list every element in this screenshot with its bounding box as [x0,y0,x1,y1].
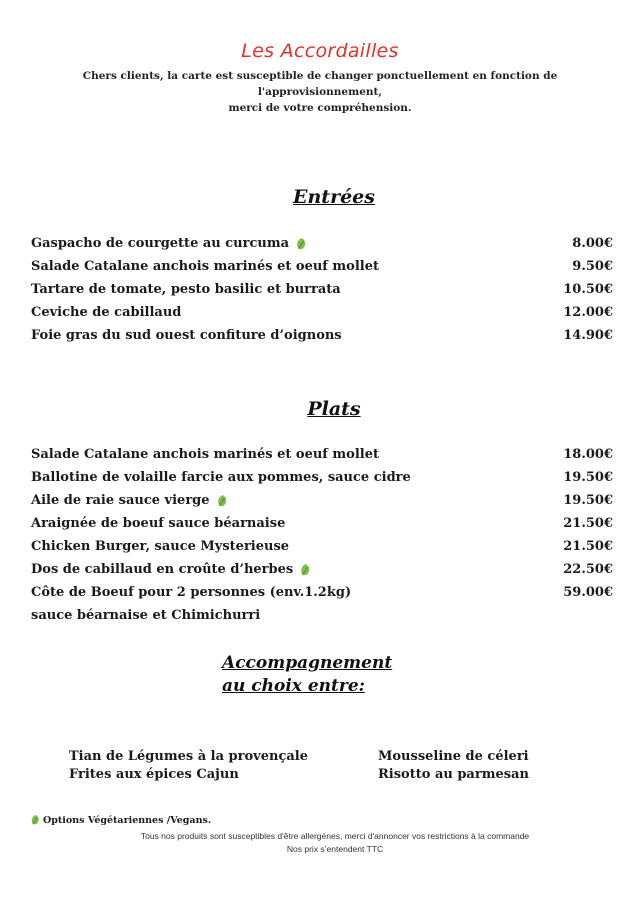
dish-name [31,447,379,462]
dish-price: 59.00€ [563,585,613,600]
leaf-icon [30,814,41,826]
menu-item [31,278,613,301]
dish-name [31,539,289,554]
entrees-list [31,232,613,347]
accompagnement-heading [222,652,442,698]
accompagnement-heading-line-1: Accompagnement [222,653,393,673]
dish-price: 21.50€ [563,539,613,554]
side-item: Risotto au parmesan [378,767,529,782]
vegetarian-legend [30,814,211,826]
menu-item [31,443,613,466]
supply-notice-line-1: Chers clients, la carte est susceptible de changer ponctuellement en fonction de l'approvisionnement, [82,70,558,98]
side-item: Tian de Légumes à la provençale [69,749,308,764]
menu-item [31,512,613,535]
dish-price: 8.00€ [572,236,613,251]
side-item: Mousseline de céleri [378,749,529,764]
sides-right-column [378,748,529,784]
plats-heading: Plats [307,398,361,420]
menu-item [31,232,613,255]
dish-name-text: Côte de Boeuf pour 2 personnes (env.1.2kg) [31,585,352,600]
leaf-icon [216,494,229,508]
dish-name [31,470,411,485]
dish-name-text: Salade Catalane anchois marinés et oeuf mollet [31,447,379,462]
dish-name-text: Salade Catalane anchois marinés et oeuf mollet [31,259,379,274]
vegetarian-legend-text: Options Végétariennes /Vegans. [43,814,212,826]
dish-name [31,585,351,600]
side-item: Frites aux épices Cajun [69,767,239,782]
dish-name-text: sauce béarnaise et Chimichurri [31,608,261,623]
menu-item [31,324,613,347]
dish-name-text: Ceviche de cabillaud [31,305,182,320]
dish-name [31,328,342,343]
dish-price: 19.50€ [563,493,613,508]
menu-item [31,466,613,489]
ttc-notice: Nos prix s’entendent TTC [286,844,384,854]
dish-name [31,493,229,508]
sides-left-column [69,748,308,784]
dish-name-text: Chicken Burger, sauce Mysterieuse [31,539,290,554]
accompagnement-heading-line-2: au choix entre: [222,676,365,696]
dish-name-text: Tartare de tomate, pesto basilic et burrata [31,282,341,297]
dish-name [31,305,181,320]
plats-list [31,443,613,627]
menu-item [31,489,613,512]
menu-item [31,535,613,558]
leaf-icon [295,237,308,251]
dish-name [31,259,379,274]
supply-notice-line-2: merci de votre compréhension. [228,102,412,114]
dish-name [31,282,341,297]
supply-notice [30,68,610,116]
footer [0,830,640,856]
menu-item [31,255,613,278]
leaf-icon [299,563,312,577]
allergen-notice: Tous nos produits sont susceptibles d'être allergènes, merci d'annoncer vos restrictions à la commande [140,831,530,841]
dish-name-text: Gaspacho de courgette au curcuma [31,236,290,251]
dish-price: 9.50€ [572,259,613,274]
dish-price: 12.00€ [563,305,613,320]
dish-name-text: Araignée de boeuf sauce béarnaise [31,516,286,531]
menu-item [31,301,613,324]
menu-item [31,558,613,581]
dish-name [31,608,260,623]
dish-price: 14.90€ [563,328,613,343]
dish-name-text: Foie gras du sud ouest confiture d’oignons [31,328,342,343]
restaurant-title: Les Accordailles [241,40,399,62]
dish-name [31,562,312,577]
dish-price: 10.50€ [563,282,613,297]
menu-item [31,604,613,627]
dish-name-text: Dos de cabillaud en croûte d’herbes [31,562,294,577]
dish-price: 19.50€ [563,470,613,485]
dish-name-text: Aile de raie sauce vierge [31,493,210,508]
dish-name [31,516,285,531]
dish-price: 21.50€ [563,516,613,531]
dish-price: 22.50€ [563,562,613,577]
entrees-heading: Entrées [293,186,375,208]
dish-name-text: Ballotine de volaille farcie aux pommes, sauce cidre [31,470,411,485]
menu-item [31,581,613,604]
dish-name [31,236,308,251]
dish-price: 18.00€ [563,447,613,462]
